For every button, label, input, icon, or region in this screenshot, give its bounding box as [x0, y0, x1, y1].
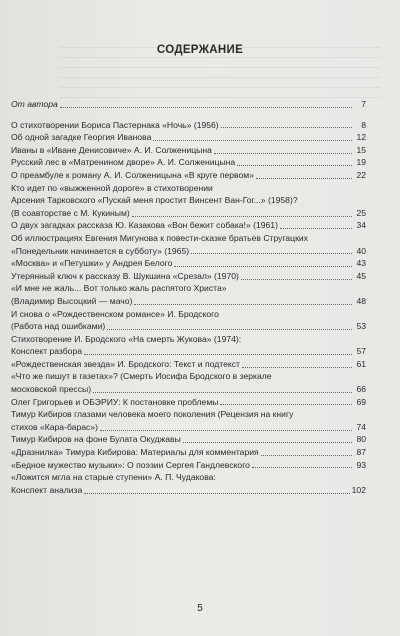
toc-entry	[11, 358, 366, 371]
toc-entry-row	[11, 119, 366, 132]
toc-entry-page: 69	[356, 396, 366, 407]
toc-entry-title: (Работа над ошибками)	[11, 321, 106, 332]
toc-entry-row	[11, 358, 366, 371]
dot-leader	[134, 304, 352, 305]
toc-entry-line: И снова о «Рождественском романсе» И. Бродского	[11, 308, 219, 319]
toc-entry	[11, 182, 366, 220]
toc-entry	[11, 257, 366, 270]
toc-entry-page: 53	[356, 321, 366, 332]
dot-leader	[107, 329, 352, 330]
dot-leader	[100, 430, 352, 431]
toc-entry-page: 61	[356, 358, 366, 369]
toc-entry-title: Утерянный ключ к рассказу В. Шукшина «Срезал» (1970)	[11, 270, 239, 281]
toc-entry-row	[11, 295, 366, 308]
toc-entry-row	[11, 144, 366, 157]
toc-entry-title: «Понедельник начинается в субботу» (1965)	[11, 245, 190, 256]
toc-entry-page: 12	[356, 132, 366, 143]
toc-entry-line: «Что же пишут в газетах»? (Смерть Иосифа Бродского в зеркале	[11, 371, 272, 382]
dot-leader	[280, 228, 352, 229]
dot-leader	[93, 392, 352, 393]
toc-entry-title: Конспект разбора	[11, 346, 83, 357]
dot-leader	[256, 178, 352, 179]
dot-leader	[221, 127, 352, 128]
toc-entry-line: Арсения Тарковского «Пускай меня простит Винсент Ван-Гог...» (1958)?	[11, 195, 298, 206]
toc-entry-page: 74	[356, 421, 366, 432]
toc-entry-row	[11, 98, 366, 111]
toc-entry-row	[11, 433, 366, 446]
toc-entry-title: О преамбуле к роману А. И. Солженицына «В круге первом»	[11, 169, 254, 180]
toc-entry-page: 15	[356, 144, 366, 155]
toc-entry	[11, 308, 366, 333]
toc-entry	[11, 131, 366, 144]
toc-entry-row	[11, 270, 366, 283]
toc-entry	[11, 446, 366, 459]
toc-entry	[11, 459, 366, 472]
toc-entry-title: Конспект анализа	[11, 484, 83, 495]
toc-entry-page: 25	[356, 207, 366, 218]
toc-entry	[11, 156, 366, 169]
toc-entry	[11, 370, 366, 395]
dot-leader	[237, 165, 352, 166]
toc-entry-row	[11, 421, 366, 434]
toc-entry	[11, 282, 366, 307]
page-title: СОДЕРЖАНИЕ	[156, 44, 244, 56]
toc-entry-title: «Рождественская звезда» И. Бродского: Текст и подтекст	[11, 358, 240, 369]
toc-entry-title: О стихотворении Бориса Пастернака «Ночь» (1956)	[11, 119, 219, 130]
toc-entry-page: 57	[356, 346, 366, 357]
toc-entry-page: 22	[356, 169, 366, 180]
toc-entry-title: Иваны в «Иване Денисовиче» А. И. Солженицына	[11, 144, 212, 155]
toc-entry-row	[11, 131, 366, 144]
toc-entry-title: (Владимир Высоцкий — мачо)	[11, 295, 133, 306]
toc-entry-row	[11, 207, 366, 220]
toc-entry-title: московской прессы)	[11, 384, 92, 395]
dot-leader	[252, 467, 352, 468]
toc-entry	[11, 333, 366, 358]
toc-entry-page: 87	[356, 447, 366, 458]
toc-entry-row	[11, 459, 366, 472]
toc-entry-row	[11, 345, 366, 358]
toc-entry-row	[11, 156, 366, 169]
toc-entry-page: 34	[356, 220, 366, 231]
dot-leader	[183, 442, 352, 443]
toc-entry-row	[11, 446, 366, 459]
toc-entry	[11, 119, 366, 132]
toc-entry-line: Об иллюстрациях Евгения Мигунова к повести-сказке братьев Стругацких	[11, 232, 308, 243]
toc-entry-title: Русский лес в «Матренином дворе» А. И. Солженицына	[11, 157, 236, 168]
toc-entry-row	[11, 219, 366, 232]
toc-entry-row	[11, 245, 366, 258]
toc-entry-title: стихов «Кара-барас»)	[11, 421, 98, 432]
toc-entry-page: 66	[356, 384, 366, 395]
dot-leader	[191, 253, 352, 254]
toc-entry-line: Кто идет по «выжженной дороге» в стихотворении	[11, 182, 213, 193]
toc-entry	[11, 270, 366, 283]
toc-entry	[11, 169, 366, 182]
dot-leader	[214, 153, 352, 154]
toc-entry-row	[11, 484, 366, 497]
toc-entry	[11, 433, 366, 446]
dot-leader	[220, 404, 352, 405]
toc-entry-row	[11, 257, 366, 270]
dot-leader	[242, 367, 352, 368]
toc-entry-line: «Ложится мгла на старые ступени» А. П. Чудакова:	[11, 472, 216, 483]
toc-entry-page: 48	[356, 295, 366, 306]
toc-entry-page: 93	[356, 459, 366, 470]
toc-entry-title: Олег Григорьев и ОБЭРИУ: К постановке проблемы	[11, 396, 219, 407]
toc-entry-page: 45	[356, 270, 366, 281]
table-of-contents	[11, 98, 366, 496]
dot-leader	[132, 216, 352, 217]
toc-entry-row	[11, 169, 366, 182]
toc-entry	[11, 396, 366, 409]
toc-entry-title: Тимур Кибиров на фоне Булата Окуджавы	[11, 434, 181, 445]
toc-entry-title: «Бедное мужество музыки»: О поэзии Сергея Гандлевского	[11, 459, 250, 470]
toc-entry-page: 40	[356, 245, 366, 256]
toc-entry-page: 80	[356, 434, 366, 445]
dot-leader	[241, 279, 352, 280]
toc-entry-page: 19	[356, 157, 366, 168]
toc-entry-row	[11, 383, 366, 396]
toc-entry-line: Стихотворение И. Бродского «На смерть Жукова» (1974):	[11, 333, 242, 344]
toc-entry-line: «И мне не жаль... Вот только жаль распятого Христа»	[11, 283, 227, 294]
toc-entry	[11, 408, 366, 433]
toc-entry-page: 7	[361, 99, 366, 109]
toc-entry-row	[11, 320, 366, 333]
toc-entry	[11, 219, 366, 232]
toc-entry-title: От автора	[11, 99, 58, 109]
toc-entry-line: Тимур Кибиров глазами человека моего поколения (Рецензия на книгу	[11, 409, 294, 420]
toc-entry-title: «Москва» и «Петушки» у Андрея Белого	[11, 258, 173, 269]
toc-entry-page: 102	[351, 484, 366, 495]
toc-entry-page: 8	[361, 119, 366, 130]
dot-leader	[174, 266, 352, 267]
toc-entry-title: (В соавторстве с М. Кукиным)	[11, 207, 130, 218]
dot-leader	[261, 455, 352, 456]
page-number: 5	[197, 603, 203, 614]
toc-entry	[11, 144, 366, 157]
dot-leader	[153, 140, 352, 141]
toc-entry	[11, 471, 366, 496]
dot-leader	[60, 107, 352, 108]
toc-entry-title: Об одной загадке Георгия Иванова	[11, 132, 152, 143]
toc-entry-title: «Дразнилка» Тимура Кибирова: Материалы для комментария	[11, 447, 259, 458]
toc-entry-page: 43	[356, 258, 366, 269]
dot-leader	[84, 354, 352, 355]
dot-leader	[84, 493, 349, 494]
toc-entry	[11, 98, 366, 111]
toc-entry-title: О двух загадках рассказа Ю. Казакова «Вон бежит собака!» (1961)	[11, 220, 278, 231]
toc-entry	[11, 232, 366, 257]
toc-entry-row	[11, 396, 366, 409]
